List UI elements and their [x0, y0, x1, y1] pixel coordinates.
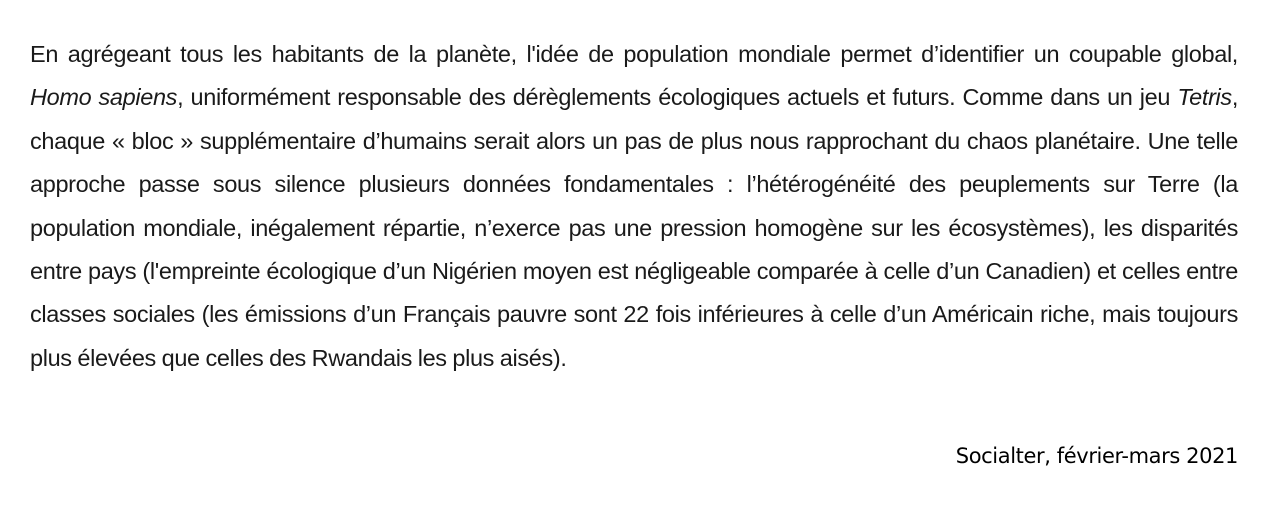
paragraph-text-segment-2: , uniformément responsable des dérèglements écologiques actuels et futurs. Comme dans un jeu — [177, 84, 1178, 111]
paragraph-text-segment-3: , chaque « bloc » supplémentaire d’humains serait alors un pas de plus nous rapprochant du chaos planétaire. Une telle approche passe sous silence plusieurs données fondamentales : l’hétérogénéité des peuplements sur Terre (la population mondiale, inégalement répartie, n’exerce pas une pression homogène sur les écosystèmes), les disparités entre pays (l'empreinte écologique d’un Nigérien moyen est négligeable comparée à celle d’un Canadien) et celles entre classes sociales (les émissions d’un Français pauvre sont 22 fois inférieures à celle d’un Américain riche, mais toujours plus élevées que celles des Rwandais les plus aisés). — [30, 84, 1239, 371]
document-body — [30, 33, 1238, 380]
italic-term-homo-sapiens: Homo sapiens — [30, 84, 178, 111]
paragraph-text-segment-1: En agrégeant tous les habitants de la planète, l'idée de population mondiale permet d’identifier un coupable global, — [30, 41, 1238, 67]
article-paragraph — [30, 33, 1238, 380]
source-citation: Socialter, février-mars 2021 — [955, 444, 1238, 468]
italic-term-tetris: Tetris — [1177, 84, 1232, 111]
